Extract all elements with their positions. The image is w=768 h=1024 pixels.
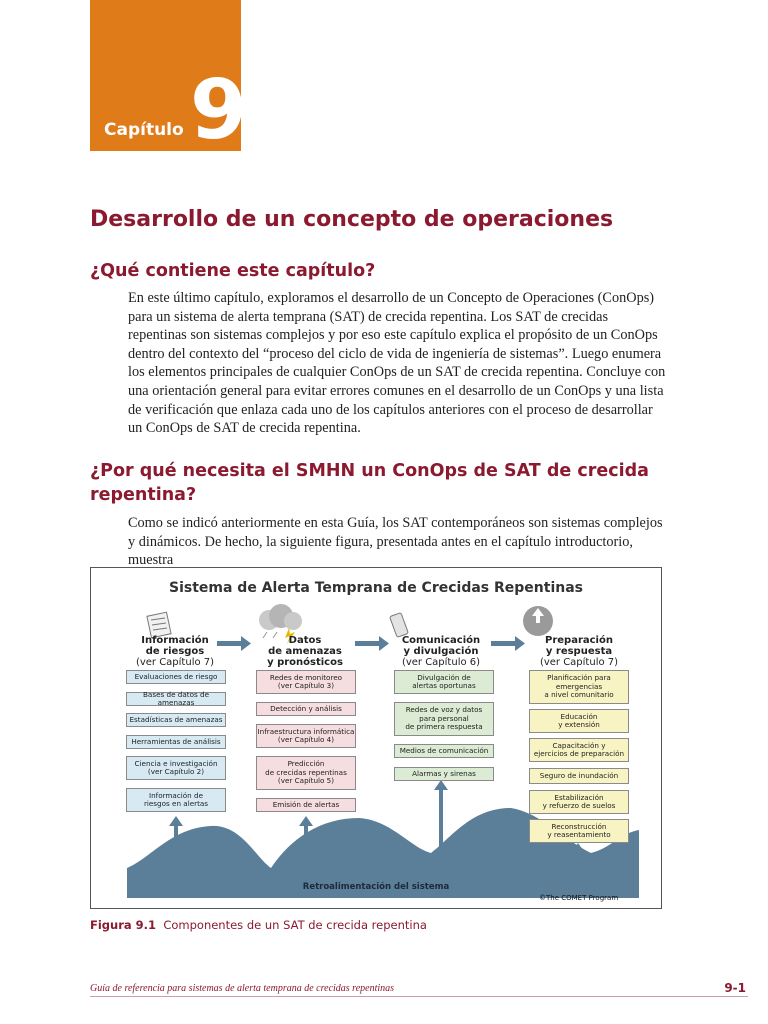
risk-box: Estadísticas de amenazas — [126, 713, 226, 727]
phone-icon — [390, 613, 409, 638]
document-icon — [147, 612, 171, 638]
column-header-data: Datos de amenazas y pronósticos — [267, 635, 343, 668]
figure-diagram — [90, 567, 662, 909]
comms-box: Medios de comunicación — [394, 744, 494, 758]
prep-box: Planificación para emergencias a nivel comunitario — [529, 670, 629, 704]
page-number: 9-1 — [724, 981, 746, 995]
chapter-banner — [90, 0, 248, 158]
chapter-number: 9 — [190, 63, 248, 158]
risk-box: Bases de datos de amenazas — [126, 692, 226, 706]
data-box: Emisión de alertas — [256, 798, 356, 812]
comms-box: Divulgación de alertas oportunas — [394, 670, 494, 694]
risk-box: Evaluaciones de riesgo — [126, 670, 226, 684]
prep-box: Estabilización y refuerzo de suelos — [529, 790, 629, 814]
footer-rule — [90, 996, 748, 997]
data-box: Detección y análisis — [256, 702, 356, 716]
column-header-risk: Información de riesgos (ver Capítulo 7) — [135, 635, 215, 668]
column-header-comms: Comunicación y divulgación (ver Capítulo 6) — [401, 635, 481, 668]
prep-box: Seguro de inundación — [529, 768, 629, 784]
risk-box: Herramientas de análisis — [126, 735, 226, 749]
section-body-contents: En este último capítulo, exploramos el desarrollo de un Concepto de Operaciones (ConOps) para un sistema de alerta temprana (SAT) de crecida repentina. Los SAT de crecidas repentinas son sistemas complejos y por eso este capítulo explica el propósito de un ConOps dentro del contexto del “proceso del ciclo de vida de ingeniería de sistemas”. Luego enumera los elementos principales de cualquier ConOps de un SAT de crecida repentina. Concluye con una orientación general para evitar errores comunes en el desarrollo de un ConOps y una lista de verificación que enlaza cada uno de los capítulos anteriores con el proceso de desarrollar un ConOps de SAT de crecida repentina. — [128, 290, 666, 437]
prep-box: Reconstrucción y reasentamiento — [529, 819, 629, 843]
chapter-label: Capítulo — [104, 120, 184, 140]
copyright: ©The COMET Program — [539, 894, 619, 902]
section-heading-contents: ¿Qué contiene este capítulo? — [90, 261, 376, 281]
comms-box: Alarmas y sirenas — [394, 767, 494, 781]
prep-box: Educación y extensión — [529, 709, 629, 733]
data-box: Redes de monitoreo (ver Capítulo 3) — [256, 670, 356, 694]
section-body-why: Como se indicó anteriormente en esta Guía, los SAT contemporáneos son sistemas complejos y dinámicos. De hecho, la siguiente figura, presentada antes en el capítulo introductorio, muestra — [128, 515, 663, 569]
footer-text: Guía de referencia para sistemas de alerta temprana de crecidas repentinas — [90, 983, 395, 994]
figure-title: Sistema de Alerta Temprana de Crecidas Repentinas — [168, 580, 584, 596]
risk-box: Ciencia e investigación (ver Capítulo 2) — [126, 756, 226, 780]
page-title: Desarrollo de un concepto de operaciones — [90, 207, 614, 232]
data-box: Infraestructura informática (ver Capítulo 4) — [256, 724, 356, 748]
column-header-prep: Preparación y respuesta (ver Capítulo 7) — [539, 635, 619, 668]
caption-text: Componentes de un SAT de crecida repentina — [163, 918, 427, 932]
caption-label: Figura 9.1 — [90, 918, 157, 932]
section-heading-why: ¿Por qué necesita el SMHN un ConOps de SAT de crecida repentina? — [90, 461, 649, 505]
comms-box: Redes de voz y datos para personal de primera respuesta — [394, 702, 494, 736]
data-box: Predicción de crecidas repentinas (ver Capítulo 5) — [256, 756, 356, 790]
risk-box: Información de riesgos en alertas — [126, 788, 226, 812]
figure-caption — [90, 918, 427, 932]
evacuation-sign-icon — [523, 606, 553, 636]
prep-box: Capacitación y ejercicios de preparación — [529, 738, 629, 762]
feedback-label: Retroalimentación del sistema — [302, 882, 450, 892]
